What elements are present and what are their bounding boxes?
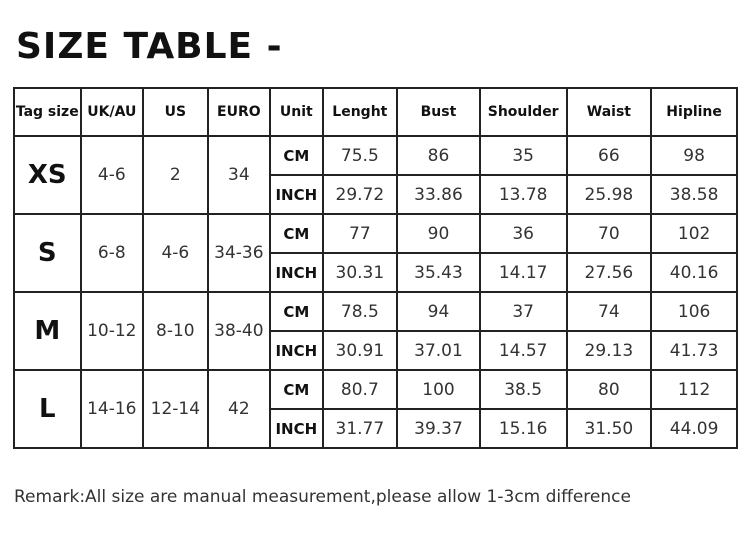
euro-cell: 38-40 (208, 292, 271, 370)
hipline-cell: 44.09 (651, 409, 737, 448)
shoulder-cell: 13.78 (480, 175, 567, 214)
us-cell: 2 (143, 136, 208, 214)
header-cell: Unit (270, 88, 322, 136)
lenght-cell: 77 (323, 214, 398, 253)
hipline-cell: 102 (651, 214, 737, 253)
size-tag-cell: S (14, 214, 81, 292)
lenght-cell: 30.31 (323, 253, 398, 292)
euro-cell: 34 (208, 136, 271, 214)
size-tag-cell: M (14, 292, 81, 370)
bust-cell: 100 (397, 370, 480, 409)
header-cell: US (143, 88, 208, 136)
header-cell: EURO (208, 88, 271, 136)
shoulder-cell: 14.17 (480, 253, 567, 292)
hipline-cell: 41.73 (651, 331, 737, 370)
header-cell: Shoulder (480, 88, 567, 136)
unit-cell: CM (270, 370, 322, 409)
size-tag-cell: L (14, 370, 81, 448)
shoulder-cell: 37 (480, 292, 567, 331)
unit-cell: INCH (270, 409, 322, 448)
lenght-cell: 29.72 (323, 175, 398, 214)
header-cell: UK/AU (81, 88, 144, 136)
waist-cell: 66 (567, 136, 652, 175)
header-row (14, 88, 737, 136)
lenght-cell: 30.91 (323, 331, 398, 370)
us-cell: 12-14 (143, 370, 208, 448)
waist-cell: 31.50 (567, 409, 652, 448)
uk-au-cell: 10-12 (81, 292, 144, 370)
bust-cell: 33.86 (397, 175, 480, 214)
shoulder-cell: 36 (480, 214, 567, 253)
header-cell: Hipline (651, 88, 737, 136)
remark-text: Remark:All size are manual measurement,please allow 1-3cm difference (14, 487, 631, 507)
bust-cell: 39.37 (397, 409, 480, 448)
lenght-cell: 31.77 (323, 409, 398, 448)
page-title: SIZE TABLE - (16, 26, 283, 67)
waist-cell: 74 (567, 292, 652, 331)
bust-cell: 86 (397, 136, 480, 175)
hipline-cell: 98 (651, 136, 737, 175)
bust-cell: 94 (397, 292, 480, 331)
bust-cell: 37.01 (397, 331, 480, 370)
euro-cell: 42 (208, 370, 271, 448)
lenght-cell: 75.5 (323, 136, 398, 175)
us-cell: 8-10 (143, 292, 208, 370)
waist-cell: 27.56 (567, 253, 652, 292)
unit-cell: INCH (270, 331, 322, 370)
uk-au-cell: 6-8 (81, 214, 144, 292)
waist-cell: 80 (567, 370, 652, 409)
header-cell: Waist (567, 88, 652, 136)
unit-cell: CM (270, 292, 322, 331)
bust-cell: 90 (397, 214, 480, 253)
unit-cell: INCH (270, 175, 322, 214)
waist-cell: 70 (567, 214, 652, 253)
shoulder-cell: 38.5 (480, 370, 567, 409)
us-cell: 4-6 (143, 214, 208, 292)
hipline-cell: 40.16 (651, 253, 737, 292)
waist-cell: 25.98 (567, 175, 652, 214)
lenght-cell: 78.5 (323, 292, 398, 331)
table-row (14, 370, 737, 409)
unit-cell: CM (270, 214, 322, 253)
shoulder-cell: 14.57 (480, 331, 567, 370)
shoulder-cell: 15.16 (480, 409, 567, 448)
uk-au-cell: 14-16 (81, 370, 144, 448)
size-table (13, 87, 738, 449)
hipline-cell: 38.58 (651, 175, 737, 214)
size-tag-cell: XS (14, 136, 81, 214)
unit-cell: CM (270, 136, 322, 175)
table-row (14, 136, 737, 175)
size-table-body (14, 88, 737, 448)
header-cell: Tag size (14, 88, 81, 136)
table-row (14, 292, 737, 331)
hipline-cell: 106 (651, 292, 737, 331)
euro-cell: 34-36 (208, 214, 271, 292)
shoulder-cell: 35 (480, 136, 567, 175)
uk-au-cell: 4-6 (81, 136, 144, 214)
header-cell: Lenght (323, 88, 398, 136)
lenght-cell: 80.7 (323, 370, 398, 409)
waist-cell: 29.13 (567, 331, 652, 370)
unit-cell: INCH (270, 253, 322, 292)
table-row (14, 214, 737, 253)
hipline-cell: 112 (651, 370, 737, 409)
header-cell: Bust (397, 88, 480, 136)
bust-cell: 35.43 (397, 253, 480, 292)
